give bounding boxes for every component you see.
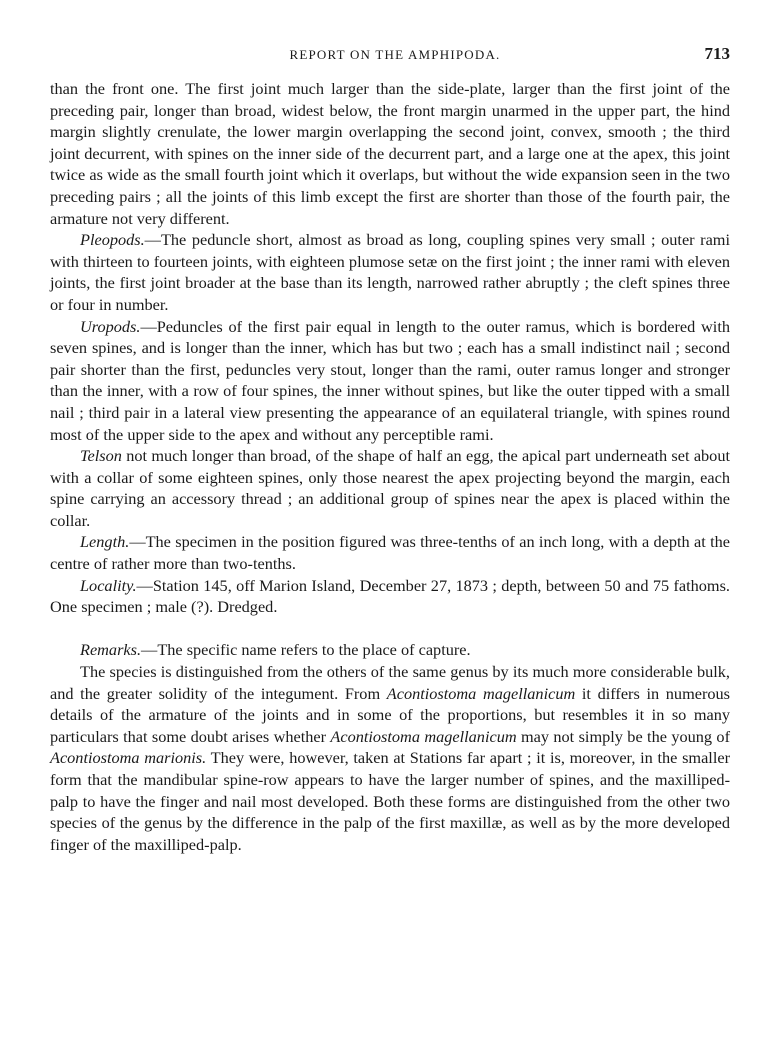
page-number: 713 [704,44,730,63]
document-page [50,44,730,855]
paragraph-limb-description [50,78,730,229]
paragraph-text: The species is distinguished from the others of the same genus by its much more considerable bulk, and the greater solidity of the integument. From [50,662,730,703]
section-heading-telson: Telson [80,446,122,466]
species-name: Acontiostoma magellanicum [330,726,517,746]
running-title: REPORT ON THE AMPHIPODA. [289,47,501,62]
paragraph-species-comparison [50,661,730,855]
section-heading-remarks: Remarks. [80,640,142,660]
paragraph-text: —The peduncle short, almost as broad as long, coupling spines very small ; outer rami with thirteen to fourteen joints, with eighteen plumose setæ on the first joint ; the inner rami with eleven joints, the first joint broader at the base than its length, narrowed rather abruptly ; the cleft spines three or four in number. [50,230,730,314]
paragraph-text: —Station 145, off Marion Island, December 27, 1873 ; depth, between 50 and 75 fathoms. One specimen ; male (?). Dredged. [50,575,730,617]
paragraph-uropods [50,316,730,446]
section-heading-length: Length. [80,532,130,552]
paragraph-telson [50,445,730,531]
species-name: Acontiostoma magellanicum [386,683,576,703]
paragraph-text: not much longer than broad, of the shape of half an egg, the apical part underneath set about with a collar of some eighteen spines, only those nearest the apex projecting beyond the margin, each spine carrying an accessory thread ; an additional group of spines near the apex is placed within the collar. [50,446,730,530]
paragraph-text: They were, however, taken at Stations far apart ; it is, moreover, in the smaller form that the mandibular spine-row appears to have the larger number of spines, and the maxilliped-palp to have the finger and nail most developed. Both these forms are distinguished from the other two species of the genus by the difference in the palp of the first maxillæ, as well as by the more developed finger of the maxilliped-palp. [50,748,730,854]
paragraph-pleopods [50,229,730,315]
body-text [50,78,730,855]
section-heading-uropods: Uropods. [80,316,141,336]
paragraph-length [50,531,730,574]
paragraph-text: it differs in numerous details of the armature of the joints and in some of the proportions, but resembles it in so many particulars that some doubt arises whether [50,683,730,746]
paragraph-text: may not simply be the young of [516,726,730,746]
species-name: Acontiostoma marionis. [50,748,207,768]
running-header [50,44,730,68]
paragraph-text: than the front one. The first joint much larger than the side-plate, larger than the first joint of the preceding pair, longer than broad, widest below, the front margin unarmed in the upper part, the hind margin slightly crenulate, the lower margin overlapping the second joint, convex, smooth ; the third joint decurrent, with spines on the inner side of the decurrent part, and a large one at the apex, this joint twice as wide as the small fourth joint which it overlaps, but without the wide expansion seen in the two preceding pairs ; all the joints of this limb except the first are shorter than those of the fourth pair, the armature not very different. [50,79,730,228]
section-heading-locality: Locality. [80,575,137,595]
section-heading-pleopods: Pleopods. [80,230,145,250]
paragraph-text: —The specimen in the position figured was three-tenths of an inch long, with a depth at the centre of rather more than two-tenths. [50,532,730,574]
paragraph-text: —The specific name refers to the place of capture. [141,640,471,660]
paragraph-locality [50,575,730,618]
paragraph-text: —Peduncles of the first pair equal in length to the outer ramus, which is bordered with seven spines, and is longer than the inner, which has but two ; each has a small indistinct nail ; second pair shorter than the first, peduncles very stout, longer than the rami, outer ramus longer and stronger than the inner, with a row of four spines, the inner without spines, but like the outer tipped with a small nail ; third pair in a lateral view presenting the appearance of an equilateral triangle, with spines round most of the upper side to the apex and without any perceptible rami. [50,316,730,444]
paragraph-remarks [50,639,730,661]
